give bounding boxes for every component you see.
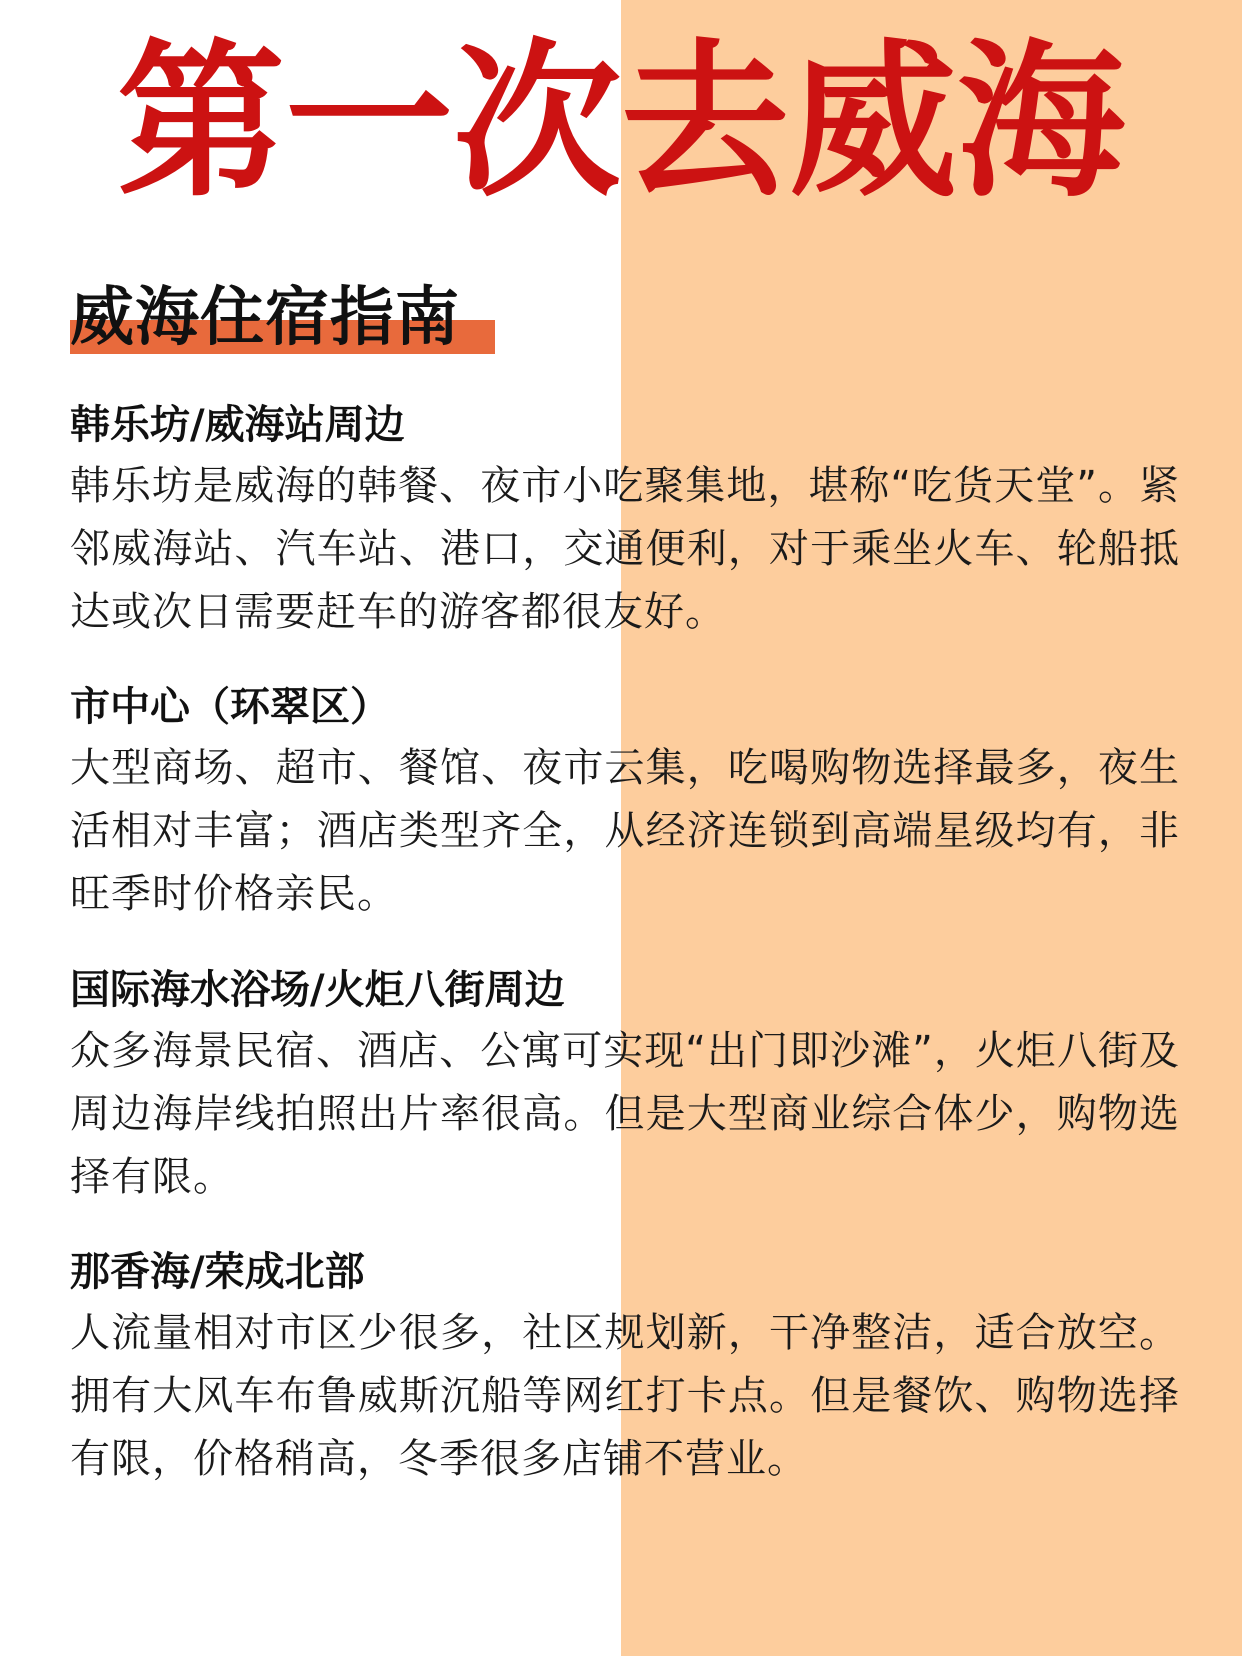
section-body: 人流量相对市区少很多，社区规划新，干净整洁，适合放空。拥有大风车布鲁威斯沉船等网红打卡点。但是餐饮、购物选择有限，价格稍高，冬季很多店铺不营业。	[70, 1310, 1180, 1482]
section-heading: 韩乐坊/威海站周边	[70, 402, 405, 448]
section-hanlefang	[70, 395, 1180, 644]
section-heading: 那香海/荣成北部	[70, 1249, 365, 1295]
section-body: 大型商场、超市、餐馆、夜市云集，吃喝购物选择最多，夜生活相对丰富；酒店类型齐全，从经济连锁到高端星级均有，非旺季时价格亲民。	[70, 745, 1180, 917]
section-heading: 国际海水浴场/火炬八街周边	[70, 967, 565, 1013]
section-body: 众多海景民宿、酒店、公寓可实现“出门即沙滩”，火炬八街及周边海岸线拍照出片率很高。但是大型商业综合体少，购物选择有限。	[70, 1028, 1180, 1200]
section-body: 韩乐坊是威海的韩餐、夜市小吃聚集地，堪称“吃货天堂”。紧邻威海站、汽车站、港口，交通便利，对于乘坐火车、轮船抵达或次日需要赶车的游客都很友好。	[70, 463, 1180, 635]
section-beach	[70, 960, 1180, 1209]
section-city-center	[70, 677, 1180, 926]
subtitle: 威海住宿指南	[70, 281, 460, 355]
page-title: 第一次去威海	[117, 24, 1125, 220]
section-naxianghai	[70, 1242, 1180, 1491]
subtitle-block	[70, 282, 460, 362]
section-heading: 市中心（环翠区）	[70, 684, 390, 730]
